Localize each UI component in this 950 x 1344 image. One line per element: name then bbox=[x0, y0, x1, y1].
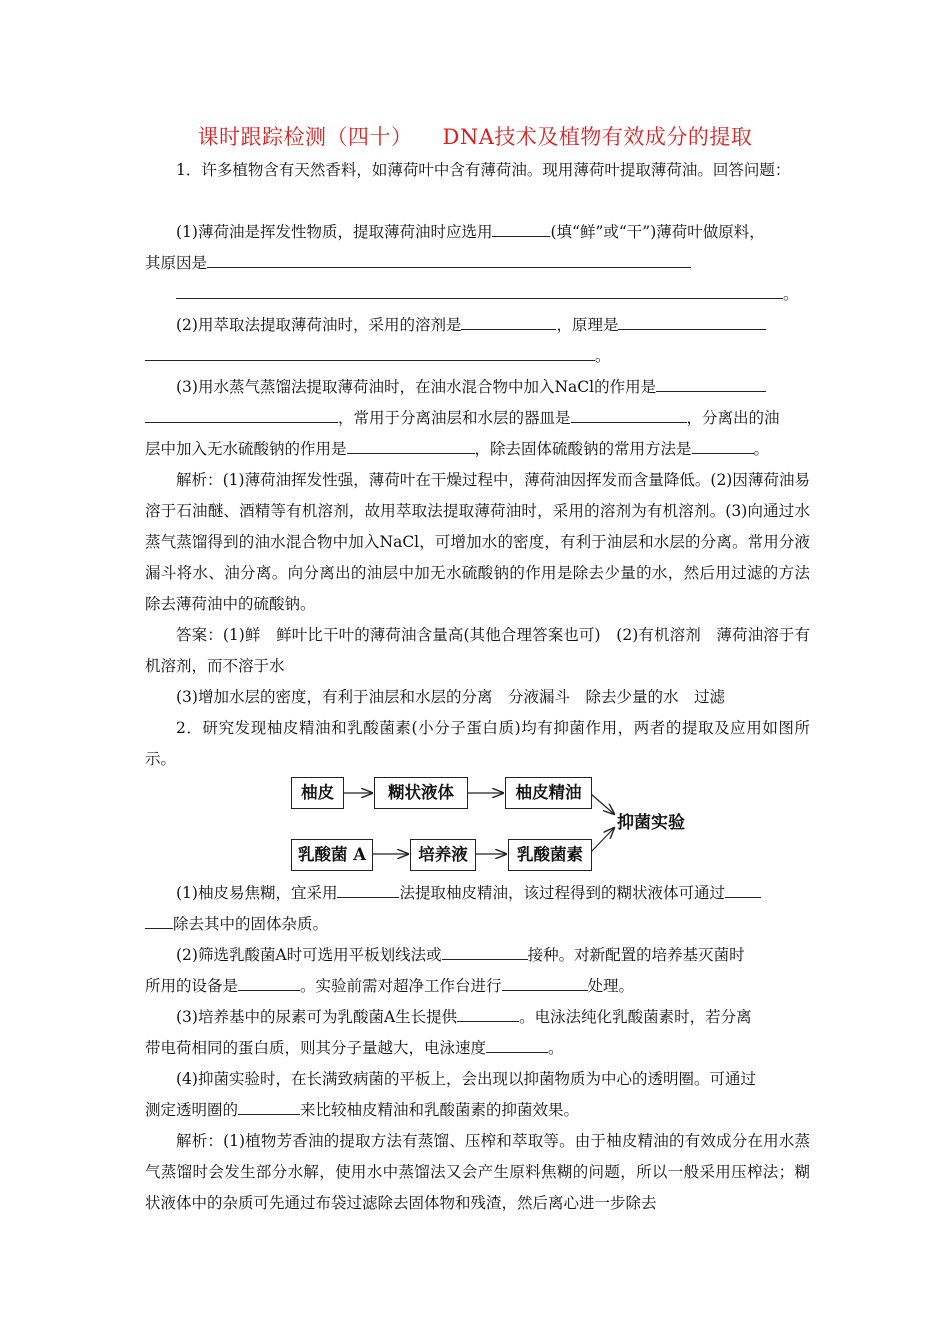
q1-part3-line3: 层中加入无水硫酸钠的作用是 ，除去固体硫酸钠的常用方法是 。 bbox=[145, 434, 769, 465]
flow-box-culture-fluid: 培养液 bbox=[410, 839, 476, 871]
q2-stem: 2．研究发现柚皮精油和乳酸菌素(小分子蛋白质)均有抑菌作用，两者的提取及应用如图所示。 bbox=[145, 719, 810, 768]
blank bbox=[725, 880, 761, 898]
flow-box-nisin: 乳酸菌素 bbox=[508, 839, 592, 871]
flow-target-antibacterial-test: 抑菌实验 bbox=[617, 813, 685, 833]
blank bbox=[486, 1035, 548, 1053]
q1-part2-line2: 。 bbox=[145, 341, 611, 372]
blank bbox=[442, 942, 528, 960]
flow-box-paste-liquid: 糊状液体 bbox=[374, 777, 468, 809]
blank bbox=[457, 1004, 519, 1022]
blank bbox=[238, 973, 300, 991]
q2-analysis: 解析：(1)植物芳香油的提取方法有蒸馏、压榨和萃取等。由于柚皮精油的有效成分在用水蒸气蒸馏时会发生部分水解，使用水中蒸馏法又会产生原料焦糊的问题，所以一般采用压榨法；糊状液体中的杂质可先通过布袋过滤除去固体物和残渣，然后离心进一步除去 bbox=[145, 1132, 810, 1212]
blank bbox=[145, 911, 173, 929]
q2-part1-line2: 除去其中的固体杂质。 bbox=[145, 909, 328, 940]
q1-analysis: 解析：(1)薄荷油挥发性强，薄荷叶在干燥过程中，薄荷油因挥发而含量降低。(2)因薄荷油易溶于石油醚、酒精等有机溶剂，故用萃取法提取薄荷油时，采用的溶剂为有机溶剂。(3)向通过水蒸气蒸馏得到的油水混合物中加入NaCl，可增加水的密度，有利于油层和水层的分离。常用分液漏斗将水、油分离。向分离出的油层中加无水硫酸钠的作用是除去少量的水，然后用过滤的方法除去薄荷油中的硫酸钠。 bbox=[145, 471, 810, 613]
flow-box-peel-oil: 柚皮精油 bbox=[505, 777, 592, 809]
title-left: 课时跟踪检测（四十） bbox=[197, 125, 413, 149]
q1-part3-line1: (3)用水蒸气蒸馏法提取薄荷油时，在油水混合物中加入NaCl的作用是 bbox=[176, 372, 766, 403]
q1-part1-line1: (1)薄荷油是挥发性物质，提取薄荷油时应选用 (填“鲜”或“干”)薄荷叶做原料， bbox=[176, 217, 765, 248]
blank bbox=[337, 880, 399, 898]
blank bbox=[238, 1097, 300, 1115]
q2-part4-line1: (4)抑菌实验时，在长满致病菌的平板上，会出现以抑菌物质为中心的透明圈。可通过 bbox=[176, 1070, 756, 1088]
q1-part2-line1: (2)用萃取法提取薄荷油时，采用的溶剂是 ，原理是 bbox=[176, 310, 766, 341]
q2-part3-line2: 带电荷相同的蛋白质，则其分子量越大，电泳速度 。 bbox=[145, 1033, 564, 1064]
q1-part1-line2: 其原因是 bbox=[145, 248, 691, 279]
q1-part1-line3: 。 bbox=[176, 279, 799, 310]
q1-answer-part3: (3)增加水层的密度，有利于油层和水层的分离 分液漏斗 除去少量的水 过滤 bbox=[176, 688, 725, 706]
title-right: DNA技术及植物有效成分的提取 bbox=[442, 125, 753, 149]
flow-box-lactobacillus-a: 乳酸菌 A bbox=[291, 839, 373, 871]
q1-stem: 1．许多植物含有天然香料，如薄荷叶中含有薄荷油。现用薄荷叶提取薄荷油。回答问题： bbox=[176, 161, 791, 179]
blank bbox=[502, 973, 588, 991]
flow-box-pomelo-peel: 柚皮 bbox=[291, 777, 344, 809]
q1-part3-line2: ，常用于分离油层和水层的器皿是 ，分离出的油 bbox=[145, 403, 780, 434]
q2-part3-line1: (3)培养基中的尿素可为乳酸菌A生长提供 。电泳法纯化乳酸菌素时，若分离 bbox=[176, 1002, 752, 1033]
q2-part2-line2: 所用的设备是 。实验前需对超净工作台进行 处理。 bbox=[145, 971, 634, 1002]
q2-part1-line1: (1)柚皮易焦糊，宜采用 法提取柚皮精油，该过程得到的糊状液体可通过 bbox=[176, 878, 761, 909]
q2-part4-line2: 测定透明圈的 来比较柚皮精油和乳酸菌素的抑菌效果。 bbox=[145, 1095, 579, 1126]
q2-part2-line1: (2)筛选乳酸菌A时可选用平板划线法或 接种。对新配置的培养基灭菌时 bbox=[176, 940, 745, 971]
q1-answer: 答案：(1)鲜 鲜叶比干叶的薄荷油含量高(其他合理答案也可) (2)有机溶剂 薄荷油溶于有机溶剂，而不溶于水 bbox=[145, 626, 810, 675]
